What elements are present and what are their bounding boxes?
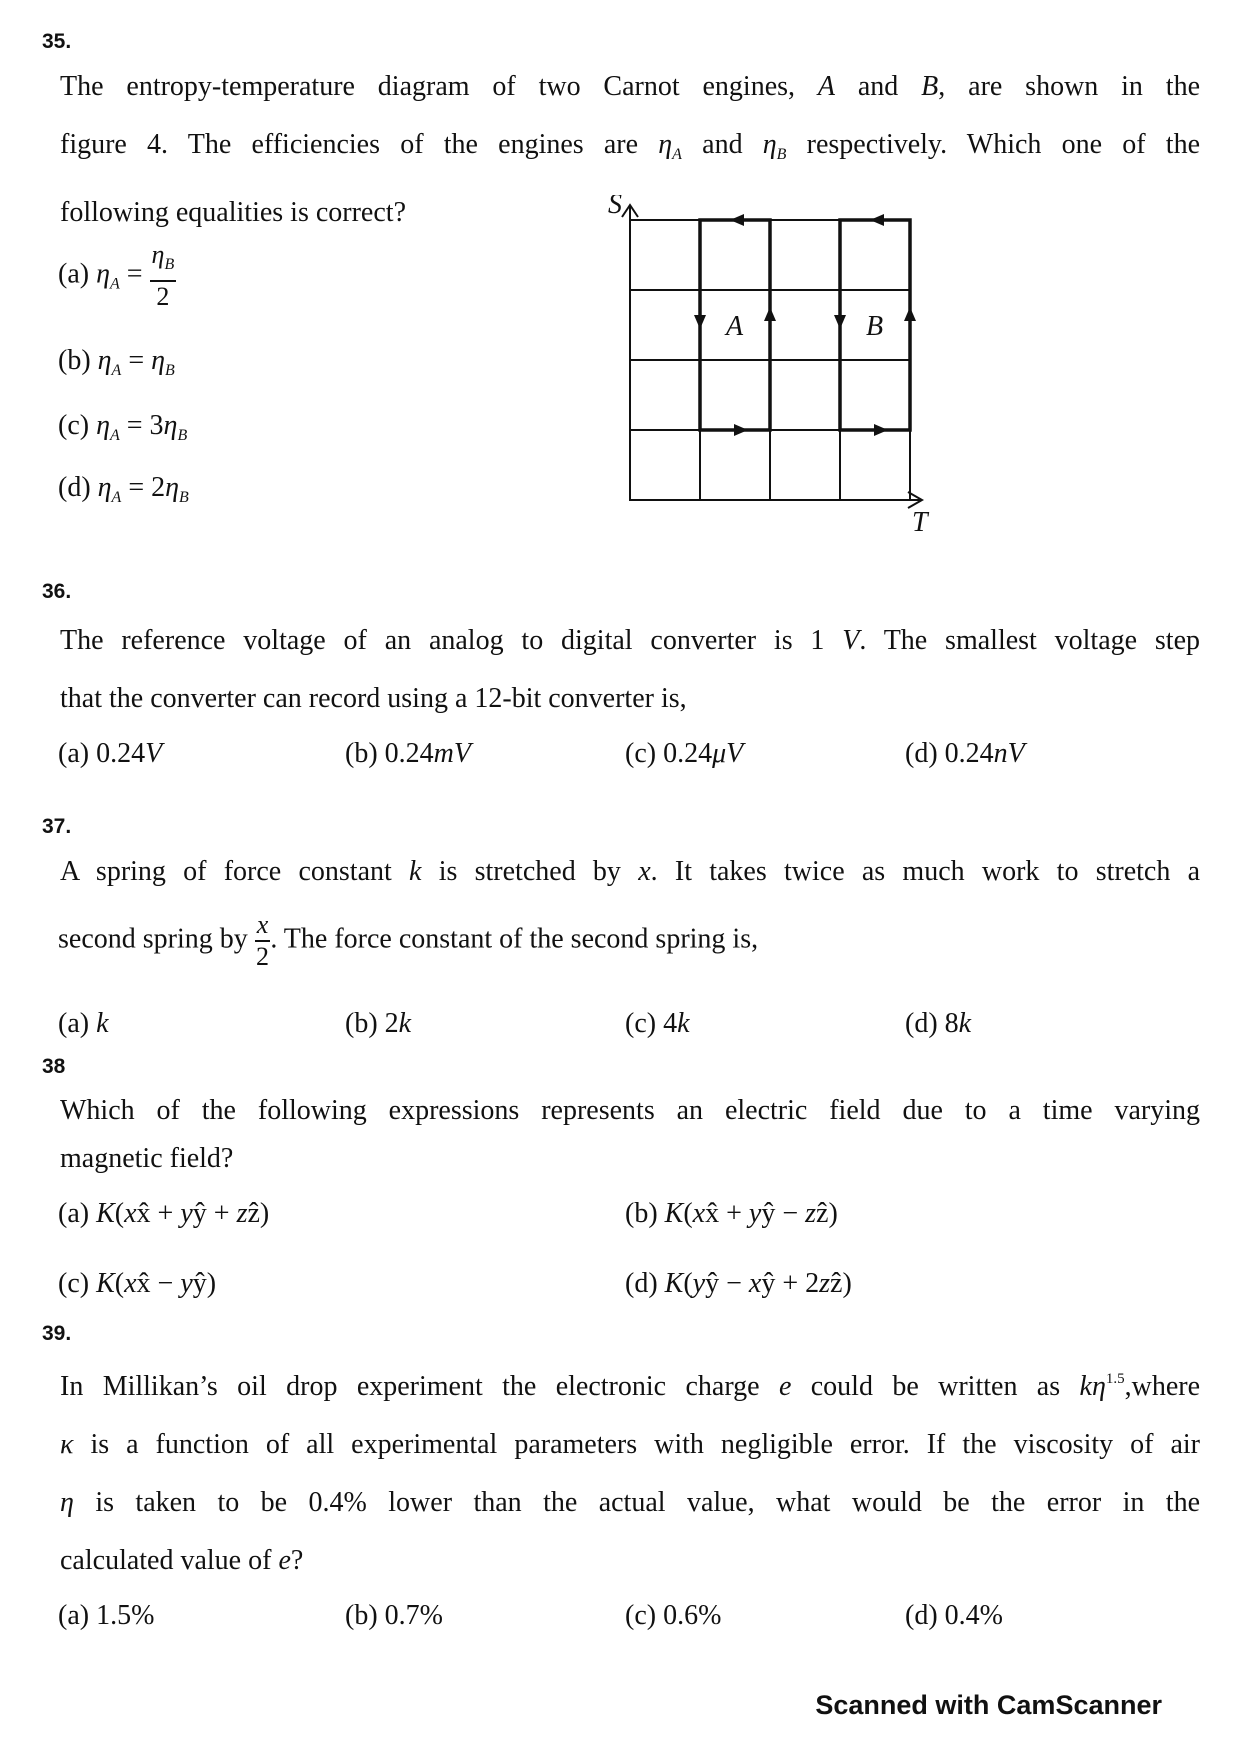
question-line: second spring by $\frac{x}{2}$ . The force constant of the second spring is,	[58, 910, 759, 971]
question-line: κ is a function of all experimental parameters with negligible error. If the viscosity of air	[60, 1429, 1200, 1460]
question-line: The entropy-temperature diagram of two Carnot engines, A and B, are shown in the	[60, 71, 1200, 102]
question-line: figure 4. The efficiencies of the engines are $\eta_A$ and $\eta_B$ respectively. Which one of the	[60, 129, 1201, 163]
question-line: The reference voltage of an analog to digital converter is 1 V. The smallest voltage step	[60, 625, 1200, 656]
cycle-a-label: A	[726, 311, 744, 342]
option-c: (c) 0.6%	[625, 1600, 722, 1631]
cycle-b-label: B	[866, 311, 884, 342]
question-line: following equalities is correct?	[60, 197, 406, 228]
option-b: (b) K(xx̂ + yŷ − zẑ)	[625, 1198, 838, 1229]
question-number: 38	[42, 1055, 66, 1078]
question-number: 36.	[42, 580, 72, 603]
question-line: calculated value of e?	[60, 1545, 304, 1576]
question-line: that the converter can record using a 12-bit converter is,	[60, 683, 687, 714]
question-text	[60, 843, 1200, 901]
option-a: (a) K(xx̂ + yŷ + zẑ)	[58, 1198, 270, 1229]
option-b: (b) 0.7%	[345, 1600, 443, 1631]
option-c: (c) K(xx̂ − yŷ)	[58, 1268, 217, 1299]
entropy-temperature-diagram	[600, 195, 940, 545]
option-c: (c) 4k	[625, 1008, 690, 1039]
option-d: (d) 0.24nV	[905, 738, 1025, 769]
question-number: 39.	[42, 1322, 72, 1345]
question-line: Which of the following expressions represents an electric field due to a time varying	[60, 1095, 1200, 1126]
question-line: magnetic field?	[60, 1143, 234, 1174]
option-a: (a) $\eta_A$ = $\frac{\eta_B}{2}$	[58, 240, 175, 311]
question-number: 37.	[42, 815, 72, 838]
option-c: (c) 0.24μV	[625, 738, 744, 769]
axis-arrows	[622, 205, 922, 508]
question-line: In Millikan’s oil drop experiment the electronic charge e could be written as $k\eta^{1.5},where$	[60, 1371, 1200, 1402]
option-d: (d) K(yŷ − xŷ + 2zẑ)	[625, 1268, 852, 1299]
question-text	[60, 1082, 1200, 1140]
option-b: (b) 0.24mV	[345, 738, 471, 769]
question-text	[60, 1350, 1200, 1590]
option-d: (d) $\eta_A = 2\eta_B$	[58, 472, 189, 506]
question-line: A spring of force constant k is stretched by x. It takes twice as much work to stretch a	[60, 856, 1200, 887]
option-b: (b) 2k	[345, 1008, 412, 1039]
option-a: (a) 1.5%	[58, 1600, 155, 1631]
option-d: (d) 0.4%	[905, 1600, 1003, 1631]
fraction: $\frac{x}{2}$	[256, 910, 270, 971]
t-axis-label: T	[912, 507, 928, 538]
option-b: (b) $\eta_A = \eta_B$	[58, 345, 175, 379]
question-text	[60, 612, 1200, 728]
option-a: (a) 0.24V	[58, 738, 163, 769]
option-c: (c) $\eta_A = 3\eta_B$	[58, 410, 188, 444]
fraction: $\frac{\eta_B}{2}$	[151, 240, 175, 311]
option-a: (a) k	[58, 1008, 109, 1039]
option-d: (d) 8k	[905, 1008, 972, 1039]
question-number: 35.	[42, 30, 72, 53]
s-axis-label: S	[608, 195, 622, 220]
question-line: η is taken to be 0.4% lower than the actual value, what would be the error in the	[60, 1487, 1200, 1518]
scanner-watermark: Scanned with CamScanner	[815, 1690, 1162, 1720]
